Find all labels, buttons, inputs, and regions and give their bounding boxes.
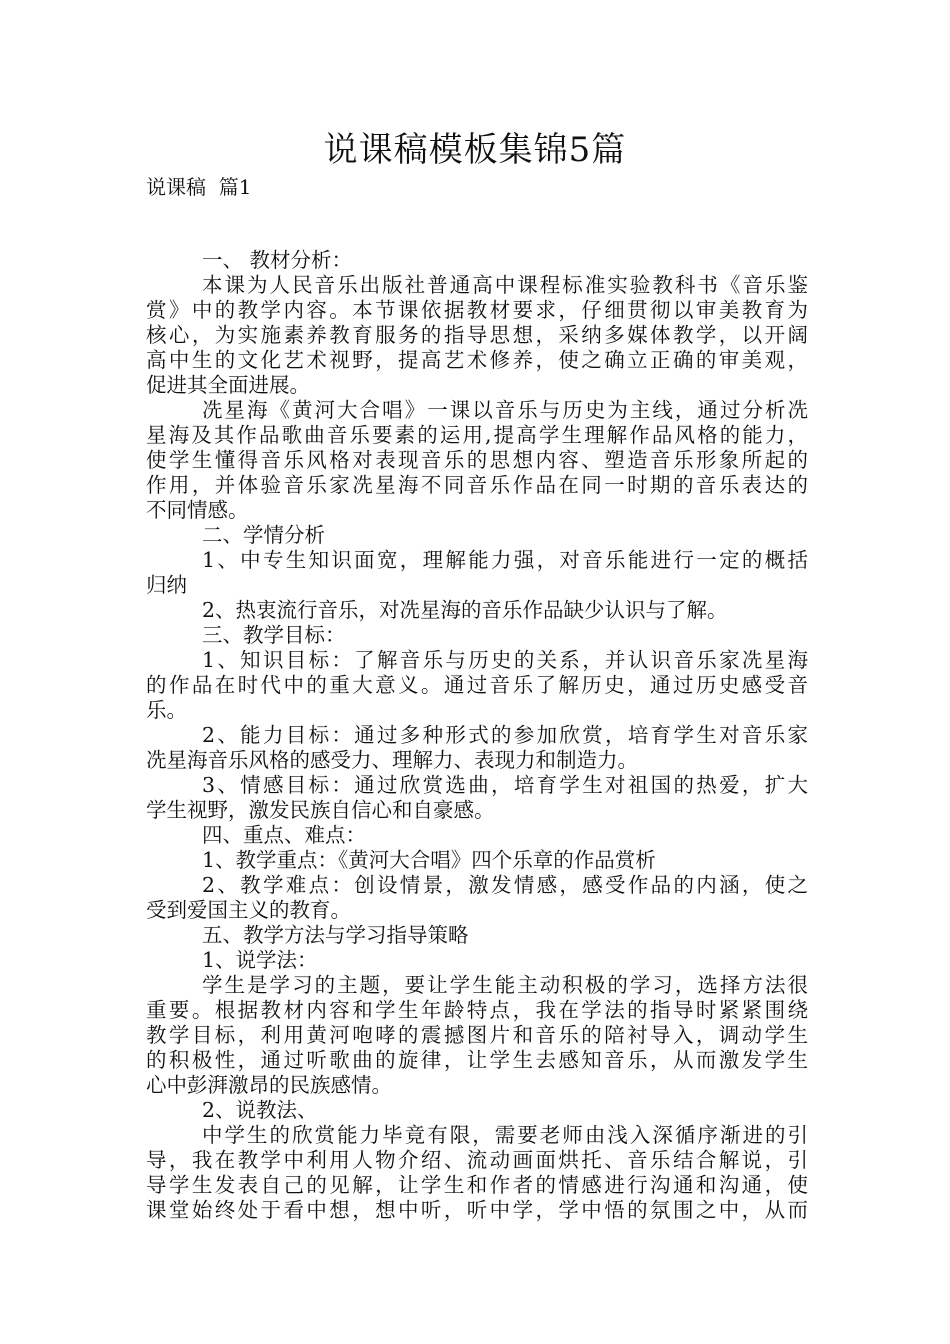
text-line: 3、情感目标：通过欣赏选曲，培育学生对祖国的热爱，扩大 [202, 773, 808, 797]
text-line: 二、学情分析 [202, 523, 325, 547]
text-line: 导学生发表自己的见解，让学生和作者的情感进行沟通和沟通，使 [146, 1173, 808, 1197]
body-text [146, 248, 808, 1223]
text-line: 教学目标，利用黄河咆哮的震撼图片和音乐的陪衬导入，调动学生 [146, 1023, 808, 1047]
text-line: 本课为人民音乐出版社普通高中课程标准实验教科书《音乐鉴 [202, 273, 808, 297]
text-line: 使学生懂得音乐风格对表现音乐的思想内容、塑造音乐形象所起的 [146, 448, 808, 472]
text-line: 中学生的欣赏能力毕竟有限，需要老师由浅入深循序渐进的引 [202, 1123, 808, 1147]
text-line: 课堂始终处于看中想，想中听，听中学，学中悟的氛围之中，从而 [146, 1198, 808, 1222]
text-line: 星海及其作品歌曲音乐要素的运用,提高学生理解作品风格的能力， [146, 423, 808, 447]
section-heading: 说课稿 篇1 [146, 175, 252, 199]
text-line: 的作品在时代中的重大意义。通过音乐了解历史，通过历史感受音 [146, 673, 808, 697]
text-line: 四、重点、难点： [202, 823, 366, 847]
text-line: 受到爱国主义的教育。 [146, 898, 351, 922]
text-line: 1、说学法： [202, 948, 318, 972]
text-line: 三、教学目标： [202, 623, 346, 647]
text-line: 高中生的文化艺术视野，提高艺术修养，使之确立正确的审美观， [146, 348, 808, 372]
text-line: 促进其全面进展。 [146, 373, 310, 397]
text-line: 核心，为实施素养教育服务的指导思想，采纳多媒体教学，以开阔 [146, 323, 808, 347]
text-line: 1、教学重点：《黄河大合唱》四个乐章的作品赏析 [202, 848, 656, 872]
text-line: 乐。 [146, 698, 187, 722]
text-line: 1、知识目标：了解音乐与历史的关系，并认识音乐家冼星海 [202, 648, 808, 672]
text-line: 五、教学方法与学习指导策略 [202, 923, 469, 947]
text-line: 学生是学习的主题，要让学生能主动积极的学习，选择方法很 [202, 973, 808, 997]
text-line: 作用，并体验音乐家冼星海不同音乐作品在同一时期的音乐表达的 [146, 473, 808, 497]
text-line: 心中彭湃激昂的民族感情。 [146, 1073, 392, 1097]
text-line: 2、能力目标：通过多种形式的参加欣赏，培育学生对音乐家 [202, 723, 808, 747]
text-line: 导，我在教学中利用人物介绍、流动画面烘托、音乐结合解说，引 [146, 1148, 808, 1172]
document-title: 说课稿模板集锦5篇 [323, 130, 627, 170]
text-line: 冼星海《黄河大合唱》一课以音乐与历史为主线，通过分析冼 [202, 398, 808, 422]
text-line: 1、中专生知识面宽，理解能力强，对音乐能进行一定的概括 [202, 548, 808, 572]
text-line: 的积极性，通过听歌曲的旋律，让学生去感知音乐，从而激发学生 [146, 1048, 808, 1072]
text-line: 归纳 [146, 573, 187, 597]
text-line: 不同情感。 [146, 498, 249, 522]
text-line: 一、 教材分析： [202, 248, 353, 272]
text-line: 学生视野，激发民族自信心和自豪感。 [146, 798, 495, 822]
text-line: 冼星海音乐风格的感受力、理解力、表现力和制造力。 [146, 748, 638, 772]
text-line: 2、热衷流行音乐，对冼星海的音乐作品缺少认识与了解。 [202, 598, 728, 622]
text-line: 重要。根据教材内容和学生年龄特点，我在学法的指导时紧紧围绕 [146, 998, 808, 1022]
text-line: 2、教学难点：创设情景，激发情感，感受作品的内涵，使之 [202, 873, 808, 897]
text-line: 2、说教法、 [202, 1098, 318, 1122]
text-line: 赏》中的教学内容。本节课依据教材要求，仔细贯彻以审美教育为 [146, 298, 808, 322]
